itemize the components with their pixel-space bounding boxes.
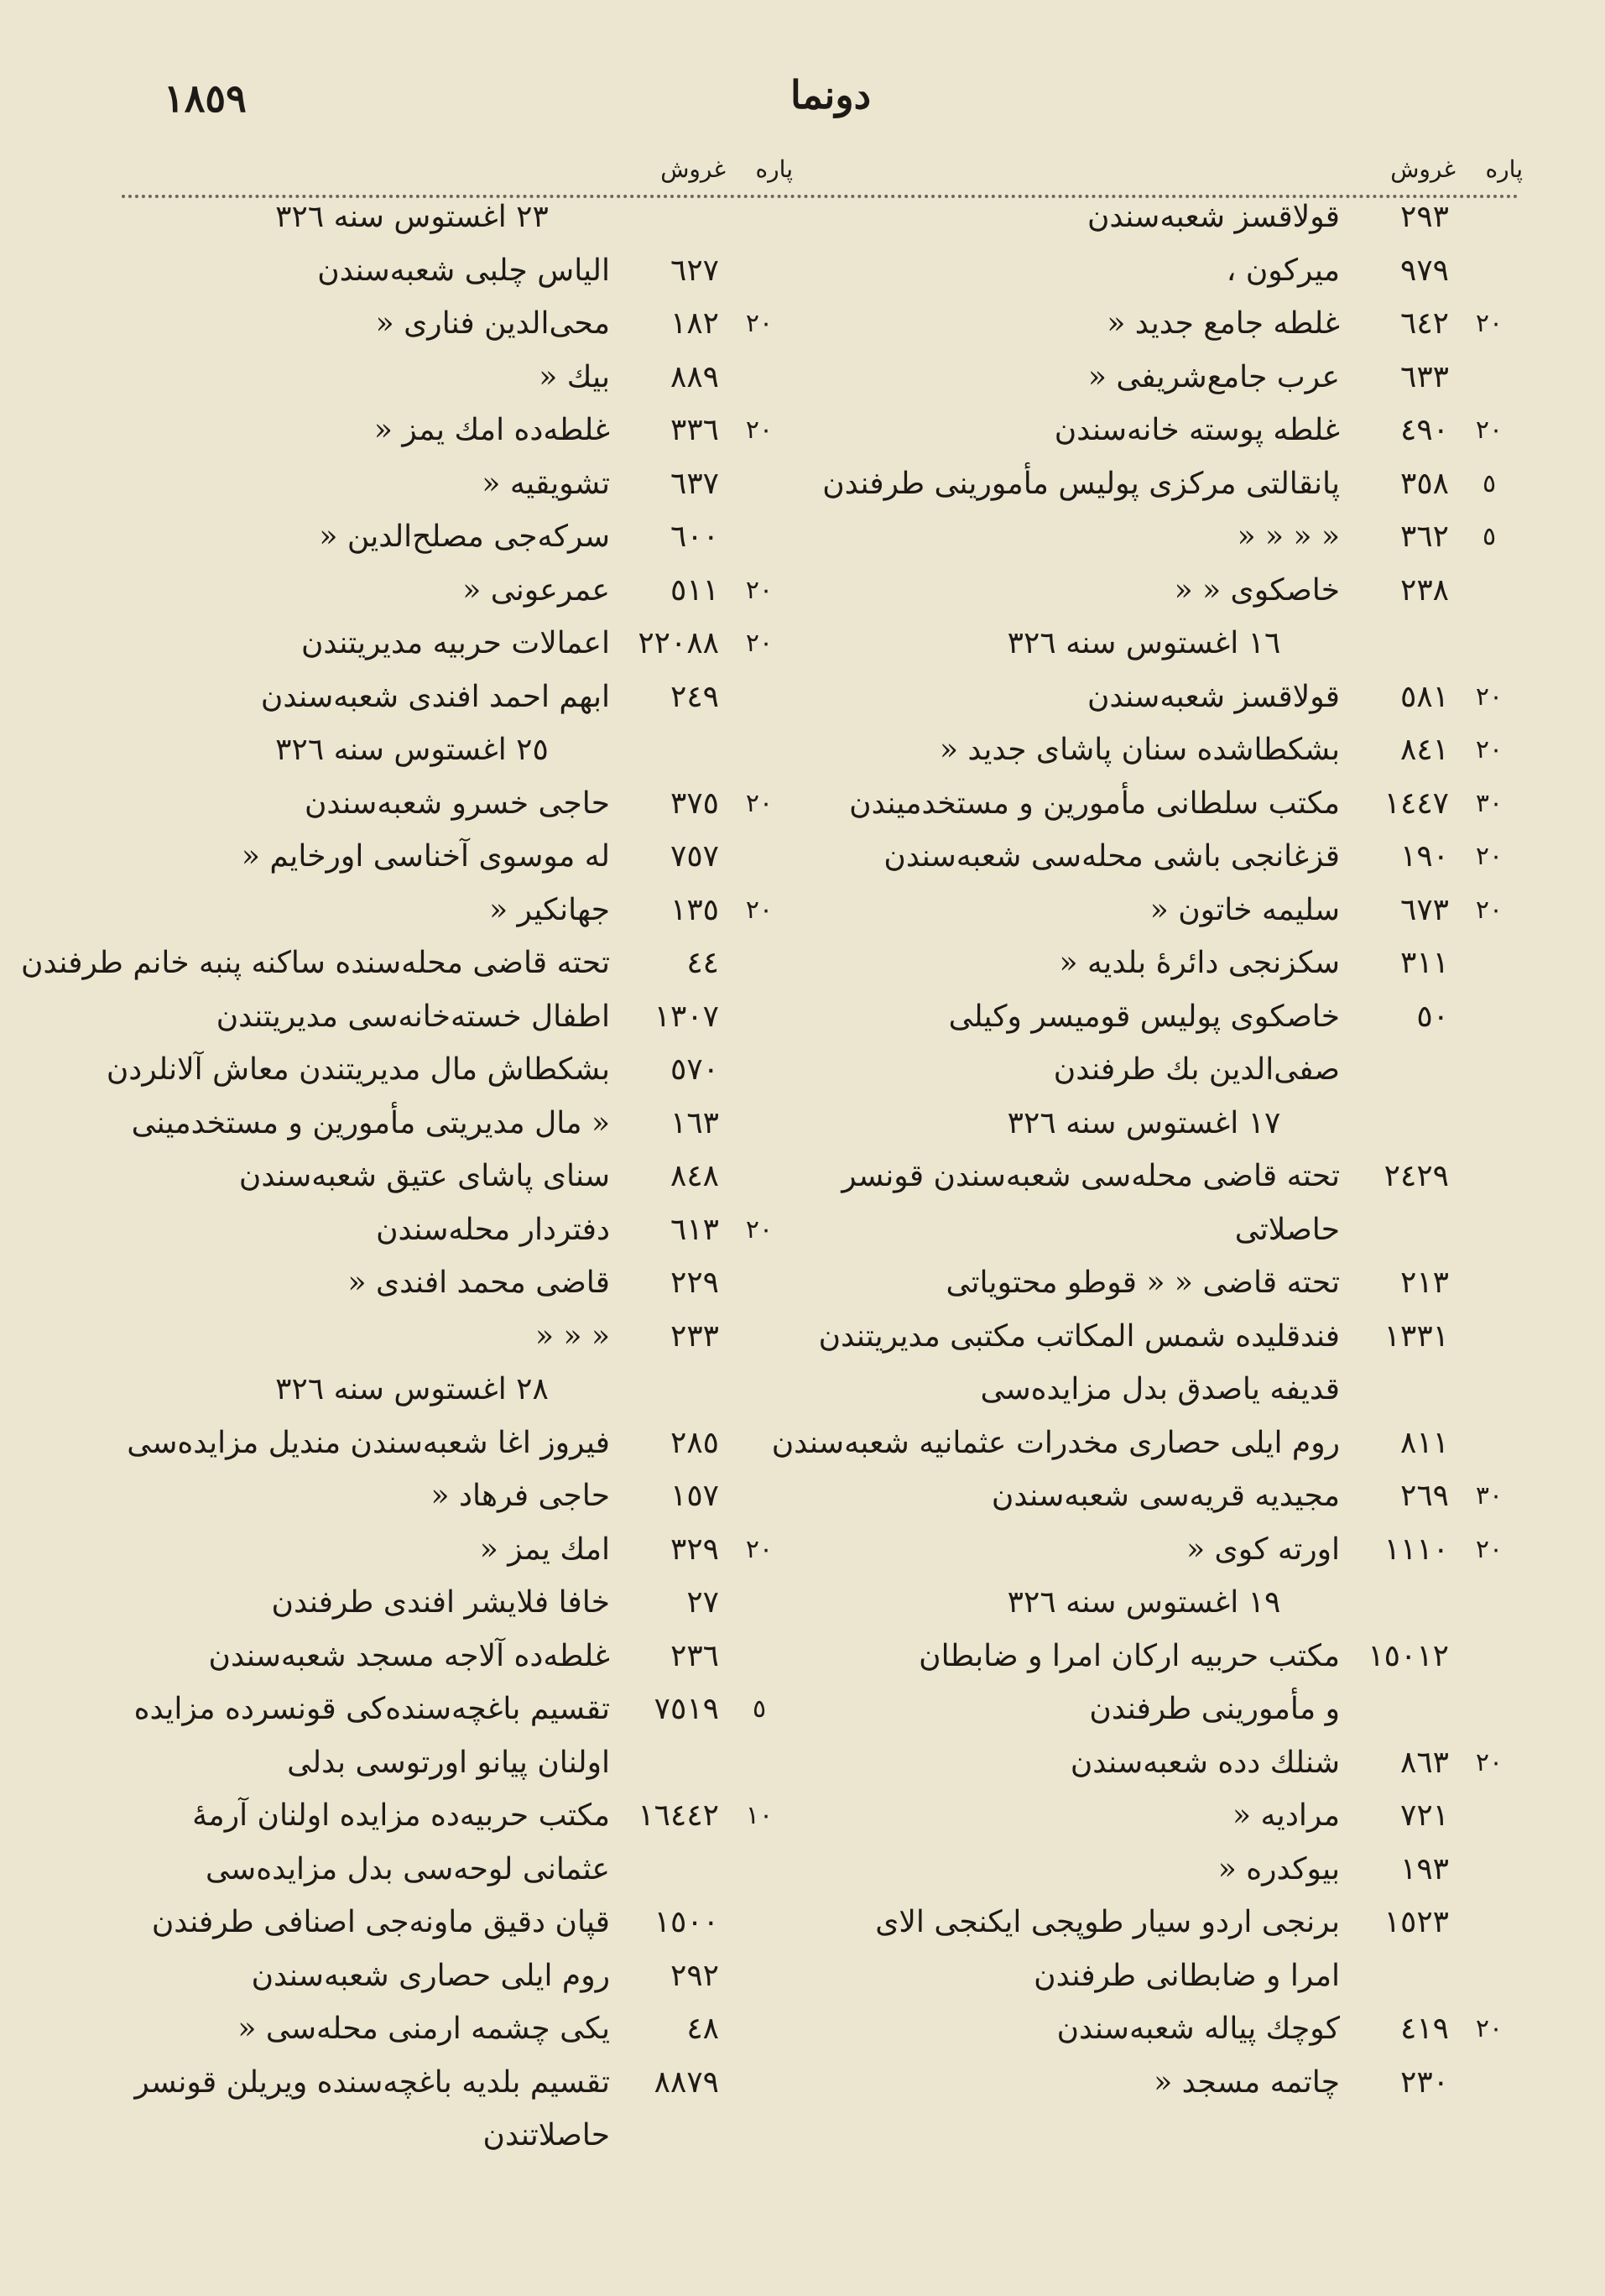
description-cell: مکتب سلطانی مأمورین و مستخدمیندن [849,785,1340,821]
ledger-row [847,1897,1523,1951]
kurus-cell: ٨٦٣ [1399,1745,1449,1780]
date-heading-row [113,725,793,779]
continuation-row [847,1045,1523,1098]
ledger-row [113,1897,793,1951]
ledger-row [113,512,793,566]
kurus-cell: ٨٨٧٩ [654,2064,719,2100]
kurus-cell: ٢٩٢ [670,1958,719,1993]
date-heading-row [847,1098,1523,1152]
description-cell: امرا و ضابطانی طرفندن [1034,1958,1340,1993]
ledger-row [847,1845,1523,1898]
kurus-cell: ٦٣٣ [1399,359,1449,394]
ledger-row [847,938,1523,992]
kurus-cell: ٢١٣ [1399,1265,1449,1300]
ledger-row [847,1738,1523,1792]
description-cell: الیاس چلبی شعبه‌سندن [317,253,610,288]
description-cell: مجیدیه قریه‌سی شعبه‌سندن [991,1479,1340,1513]
ledger-row [847,1258,1523,1312]
para-cell: ٢٠ [745,788,774,818]
description-cell: « « « « [1237,519,1340,554]
kurus-cell: ٢٤٢٩ [1384,1159,1449,1193]
description-cell: امك یمز « [479,1532,610,1567]
ledger-row [847,1791,1523,1845]
ledger-row [113,299,793,352]
description-cell: قزغانجی باشی محله‌سی شعبه‌سندن [883,839,1340,874]
ledger-row [847,246,1523,300]
description-cell: برنجی اردو سیار طوپجی ایکنجی الای [875,1905,1340,1939]
ledger-row [847,1525,1523,1578]
para-cell: ٢٠ [1475,1534,1503,1564]
ledger-row [113,1258,793,1312]
continuation-row [113,1845,793,1898]
description-cell: قولاقسز شعبه‌سندن [1087,200,1340,234]
description-cell: تحته قاضی محله‌سی شعبه‌سندن قونسر [842,1159,1340,1193]
kurus-cell: ٢٧ [686,1585,719,1620]
para-cell: ٢٠ [745,1214,774,1245]
ledger-row [847,1471,1523,1525]
description-cell: تشویقیه « [482,466,610,501]
description-cell: تحته قاضی محله‌سنده ساکنه پنبه خانم طرفندن [21,946,610,980]
description-cell: فیروز اغا شعبه‌سندن مندیل مزایده‌سی [127,1425,610,1460]
description-cell: عثمانی لوحه‌سی بدل مزایده‌سی [206,1851,610,1886]
para-cell: ٣٠ [1475,1481,1503,1511]
ledger-row [113,1578,793,1631]
kurus-cell: ١٦٤٤٢ [638,1798,719,1833]
header-para: پاره [1485,155,1523,183]
description-cell: قولاقسز شعبه‌سندن [1087,679,1340,714]
ledger-row [847,672,1523,726]
para-cell: ٥ [752,1694,767,1724]
kurus-cell: ١٣٠٧ [654,999,719,1034]
kurus-cell: ٤٩٠ [1399,413,1449,447]
description-cell: غلطه پوسته خانه‌سندن [1054,413,1340,447]
description-cell: بشکطاش مال مدیریتندن معاش آلانلردن [106,1052,610,1087]
kurus-cell: ٢٢٠٨٨ [638,626,719,660]
kurus-cell: ٥٠ [1416,999,1449,1034]
description-cell: عرب جامع‌شریفی « [1087,359,1340,394]
ledger-row [113,2004,793,2058]
ledger-row [847,512,1523,566]
kurus-cell: ٧٢١ [1399,1798,1449,1833]
kurus-cell: ١٩٣ [1399,1851,1449,1886]
kurus-cell: ٦٣٧ [670,466,719,501]
ledger-row [113,1471,793,1525]
ledger-row [113,1205,793,1259]
kurus-cell: ٣٦٢ [1399,519,1449,554]
description-cell: جهانکیر « [489,892,610,927]
continuation-row [847,1951,1523,2005]
description-cell: اطفال خسته‌خانه‌سی مدیریتندن [216,999,610,1034]
description-cell: شنلك دده شعبه‌سندن [1070,1745,1340,1780]
description-cell: سرکه‌جی مصلح‌الدین « [319,519,610,554]
description-cell: ١٧ اغستوس سنه ٣٢٦ [1007,1105,1281,1140]
ledger-row [847,405,1523,459]
kurus-cell: ٤٤ [686,946,719,980]
ledger-row [847,779,1523,832]
kurus-cell: ١٥٧ [670,1479,719,1513]
kurus-cell: ٨١١ [1399,1425,1449,1460]
description-cell: دفتردار محله‌سندن [376,1212,610,1247]
description-cell: تحته قاضی « « قوطو محتویاتی [946,1265,1340,1300]
description-cell: غلطه جامع جدید « [1107,306,1340,341]
ledger-row [113,992,793,1046]
description-cell: خافا فلایشر افندی طرفندن [271,1585,610,1620]
ledger-row [113,618,793,672]
description-cell: حاصلاتندن [482,2118,610,2152]
description-cell: سنای پاشای عتیق شعبه‌سندن [238,1159,610,1193]
ledger-row [847,832,1523,885]
page-number: ١٨٥٩ [164,76,247,121]
description-cell: ٢٣ اغستوس سنه ٣٢٦ [275,200,549,234]
ledger-row [847,885,1523,939]
kurus-cell: ١٩٠ [1399,839,1449,874]
header-kurus: غروش [660,155,726,183]
ledger-row [818,1312,1523,1365]
description-cell: و مأمورینی طرفندن [1089,1692,1340,1726]
kurus-cell: ٦١٣ [670,1212,719,1247]
kurus-cell: ٣٧٥ [670,785,719,821]
ledger-row [847,2004,1523,2058]
ledger-row [847,192,1523,246]
description-cell: سلیمه خاتون « [1149,892,1340,927]
kurus-cell: ١٣٣١ [1384,1318,1449,1354]
description-cell: له موسوی آخناسی اورخایم « [241,839,610,874]
kurus-cell: ٢٨٥ [670,1425,719,1460]
kurus-cell: ٥١١ [670,572,719,608]
ledger-row [847,299,1523,352]
kurus-cell: ٣٥٨ [1399,466,1449,501]
kurus-cell: ٤٨ [686,2012,719,2046]
ledger-row [842,1151,1523,1205]
description-cell: حاجی فرهاد « [430,1479,610,1513]
kurus-cell: ١٦٣ [670,1105,719,1140]
kurus-cell: ٦٧٣ [1399,892,1449,927]
para-cell: ٢٠ [745,309,774,338]
page-title: دونما [789,72,872,117]
para-cell: ٢٠ [1475,895,1503,925]
description-cell: « مال مدیریتی مأمورین و مستخدمینی [131,1105,610,1140]
ledger-row [113,1631,793,1685]
kurus-cell: ٨٤٨ [670,1159,719,1193]
ledger-row [106,1045,793,1098]
date-heading-row [113,192,793,246]
ledger-row [847,725,1523,779]
description-cell: اعمالات حربیه مدیریتندن [300,626,610,660]
description-cell: غلطه‌ده آلاجه مسجد شعبه‌سندن [208,1638,610,1673]
description-cell: اورته کوی « [1186,1532,1340,1567]
para-cell: ٥ [1482,468,1497,498]
continuation-row [847,1205,1523,1259]
description-cell: تقسیم بلدیه باغچه‌سنده ویریلن قونسر [134,2064,610,2100]
kurus-cell: ٥٧٠ [670,1052,719,1087]
kurus-cell: ١٥٠٠ [654,1905,719,1939]
ledger-rows [21,192,793,2164]
description-cell: ابهم احمد افندی شعبه‌سندن [260,679,610,714]
ledger-row [113,779,793,832]
para-cell: ٣٠ [1475,788,1503,818]
ledger-row [113,1098,793,1152]
kurus-cell: ٢٣٨ [1399,572,1449,608]
ledger-row [113,1418,793,1472]
ledger-row [113,1951,793,2005]
kurus-cell: ٥٨١ [1399,679,1449,714]
kurus-cell: ٤١٩ [1399,2012,1449,2046]
kurus-cell: ٢٣٣ [670,1318,719,1354]
para-cell: ٢٠ [1475,309,1503,338]
kurus-cell: ١٤٤٧ [1384,785,1449,821]
ledger-row [113,1684,793,1738]
description-cell: یکی چشمه ارمنی محله‌سی « [237,2012,610,2046]
kurus-cell: ٢٣٦ [670,1638,719,1673]
kurus-cell: ٧٥١٩ [654,1692,719,1726]
ledger-row [113,672,793,726]
para-cell: ٢٠ [745,629,774,658]
para-cell: ٢٠ [1475,681,1503,712]
para-cell: ٢٠ [1475,735,1503,764]
ledger-row [113,246,793,300]
date-heading-row [847,618,1523,672]
description-cell: ١٦ اغستوس سنه ٣٢٦ [1007,626,1281,660]
continuation-row [847,1365,1523,1418]
para-cell: ٢٠ [1475,2014,1503,2043]
column-headers [113,155,793,192]
kurus-cell: ٨٨٩ [670,359,719,394]
description-cell: قپان دقیق ماونه‌جی اصنافی طرفندن [151,1905,610,1939]
para-cell: ٢٠ [745,415,774,445]
description-cell: مکتب حربیه ارکان امرا و ضابطان [919,1638,1340,1673]
para-cell: ٢٠ [1475,842,1503,871]
ledger-rows [771,192,1523,2111]
description-cell: محی‌الدین فناری « [375,306,610,341]
ledger-row [847,352,1523,406]
description-cell: قدیفه یاصدق بدل مزایده‌سی [980,1372,1340,1406]
continuation-row [113,1738,793,1792]
description-cell: خاصکوی پولیس قومیسر وکیلی [948,999,1340,1034]
kurus-cell: ٨٤١ [1399,733,1449,767]
description-cell: ١٩ اغستوس سنه ٣٢٦ [1007,1585,1281,1620]
continuation-row [847,1684,1523,1738]
description-cell: پانقالتی مرکزی پولیس مأمورینی طرفندن [822,466,1340,501]
kurus-cell: ٣٣٦ [670,413,719,447]
description-cell: کوچك پیاله شعبه‌سندن [1056,2012,1340,2046]
kurus-cell: ٢٣٠ [1399,2064,1449,2100]
description-cell: بیك « [539,359,610,394]
para-cell: ٢٠ [745,895,774,925]
ledger-row [113,1312,793,1365]
description-cell: صفی‌الدین بك طرفندن [1053,1052,1340,1087]
kurus-cell: ٢٦٩ [1399,1479,1449,1513]
para-cell: ٢٠ [1475,1747,1503,1777]
description-cell: تقسیم باغچه‌سنده‌کی قونسرده مزایده [133,1692,610,1726]
description-cell: سکزنجی دائرهٔ بلدیه « [1059,946,1340,980]
description-cell: غلطه‌ده امك یمز « [373,413,610,447]
kurus-cell: ٢٤٩ [670,679,719,714]
ledger-row [113,405,793,459]
kurus-cell: ١١١٠ [1384,1532,1449,1567]
ledger-row [113,1791,793,1845]
ledger-row [847,566,1523,619]
ledger-row [113,1525,793,1578]
para-cell: ٥ [1482,522,1497,551]
kurus-cell: ١٨٢ [670,306,719,341]
description-cell: چاتمه مسجد « [1154,2064,1340,2100]
kurus-cell: ٦٢٧ [670,253,719,288]
kurus-cell: ٣١١ [1399,946,1449,980]
kurus-cell: ٦٤٢ [1399,306,1449,341]
ledger-row [847,1631,1523,1685]
ledger-row [113,566,793,619]
ledger-row [113,459,793,513]
kurus-cell: ٢٢٩ [670,1265,719,1300]
kurus-cell: ٢٩٣ [1399,200,1449,234]
para-cell: ١٠ [745,1801,774,1830]
description-cell: میرکون ، [1226,253,1340,288]
ledger-row [113,352,793,406]
page-header [0,67,1605,134]
description-cell: اولنان پیانو اورتوسی بدلی [287,1745,610,1780]
right-column [771,155,1523,2111]
continuation-row [113,2111,793,2164]
ledger-row [822,459,1523,513]
kurus-cell: ٩٧٩ [1399,253,1449,288]
description-cell: حاجی خسرو شعبه‌سندن [304,785,610,821]
date-heading-row [113,1365,793,1418]
description-cell: بیوکدره « [1217,1851,1340,1886]
kurus-cell: ١٥٢٣ [1384,1905,1449,1939]
description-cell: روم ایلی حصاری شعبه‌سندن [251,1958,610,1993]
description-cell: فندقلیده شمس المکاتب مکتبی مدیریتندن [818,1318,1340,1354]
description-cell: ٢٥ اغستوس سنه ٣٢٦ [275,733,549,767]
ledger-row [113,2058,793,2111]
left-column [21,155,793,2164]
description-cell: « « « [535,1318,610,1354]
kurus-cell: ١٣٥ [670,892,719,927]
description-cell: مرادیه « [1232,1798,1340,1833]
description-cell: مکتب حربیه‌ده مزایده اولنان آرمهٔ [192,1798,610,1833]
kurus-cell: ٦٠٠ [670,519,719,554]
para-cell: ٢٠ [745,575,774,605]
ledger-row [21,938,793,992]
description-cell: قاضی محمد افندی « [347,1265,610,1300]
description-cell: حاصلاتی [1234,1212,1340,1247]
header-kurus: غروش [1390,155,1456,183]
column-headers [847,155,1523,192]
date-heading-row [847,1578,1523,1631]
description-cell: ٢٨ اغستوس سنه ٣٢٦ [275,1372,549,1406]
ledger-row [771,1418,1523,1472]
description-cell: بشکطاشده سنان پاشای جدید « [939,733,1340,767]
para-cell: ٢٠ [1475,415,1503,445]
ledger-row [113,832,793,885]
kurus-cell: ٣٢٩ [670,1532,719,1567]
ledger-row [847,2058,1523,2111]
ledger-row [113,885,793,939]
header-para: پاره [755,155,793,183]
kurus-cell: ٧٥٧ [670,839,719,874]
description-cell: روم ایلی حصاری مخدرات عثمانیه شعبه‌سندن [771,1425,1340,1460]
para-cell: ٢٠ [745,1534,774,1564]
ledger-row [113,1151,793,1205]
ledger-row [847,992,1523,1046]
kurus-cell: ١٥٠١٢ [1368,1638,1449,1673]
description-cell: عمرعونی « [462,572,610,608]
description-cell: خاصکوی « « [1174,572,1340,608]
